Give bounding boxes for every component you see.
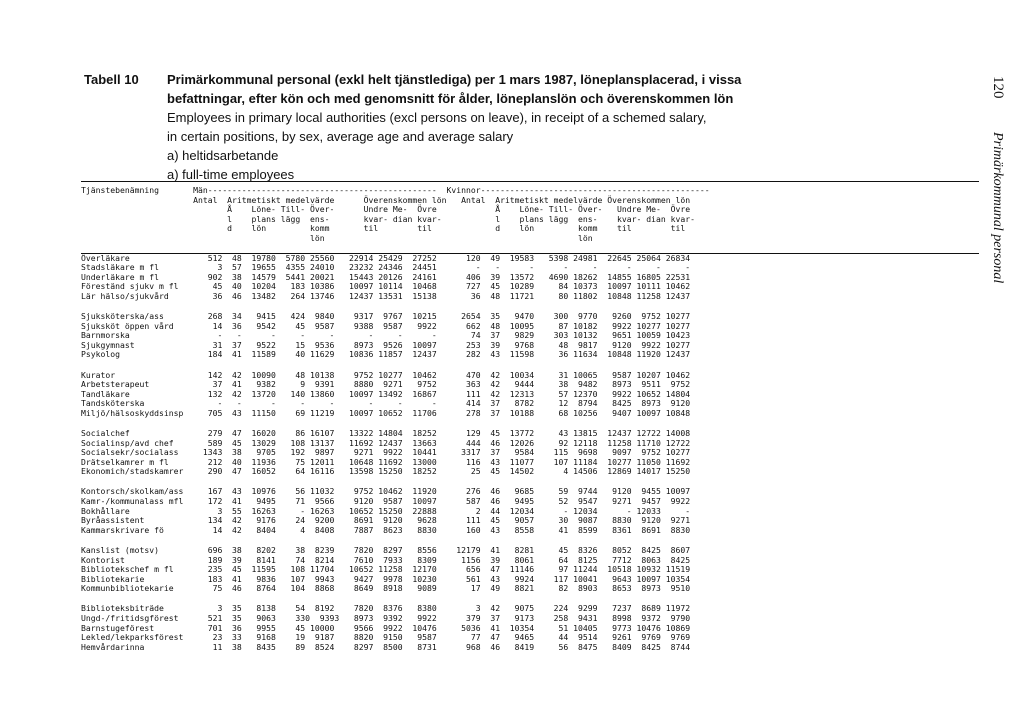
table-row: Kommunbibliotekarie 75 46 8764 104 8868 8649 8918 9089 17 49 8821 82 8903 8653 8973 9510: [81, 583, 691, 594]
table-row: Sjukgymnast 31 37 9522 15 9536 8973 9526 10097 253 39 9768 48 9817 9120 9922 10277: [81, 339, 691, 350]
table-row: Lär hälso/sjukvård 36 46 13482 264 13746 12437 13531 15138 36 48 11721 80 11802 10848 11258 12437: [81, 290, 691, 301]
table-row: Sjuksköterska/ass 268 34 9415 424 9840 9317 9767 10215 2654 35 9470 300 9770 9260 9752 10277: [81, 311, 691, 322]
subtitle-swedish: a) heltidsarbetande: [167, 148, 279, 163]
header-line: Tjänstebenämning Män----------------------------------------------- Kvinnor-----------------------------------------------: [81, 185, 710, 195]
table-row: Tandsköterska - - - - - - - - 414 37 8782 12 8794 8425 8973 9120: [81, 398, 691, 409]
table-row: Arbetsterapeut 37 41 9382 9 9391 8880 9271 9752 363 42 9444 38 9482 8973 9511 9752: [81, 379, 691, 390]
running-header: [989, 76, 1006, 283]
table-row: Bibliotekarie 183 41 9836 107 9943 9427 9978 10230 561 43 9924 117 10041 9643 10097 10354: [81, 573, 691, 584]
header-line: Antal Aritmetiskt medelvärde Överenskommen lön Antal Aritmetiskt medelvärde Överenskommen lön: [81, 194, 691, 205]
row-group: [81, 312, 981, 360]
header-line: Å Löne- Till- Över- Undre Me- Övre Å Löne- Till- Över- Undre Me- Övre: [81, 204, 691, 215]
subtitle-english: a) full-time employees: [167, 167, 295, 182]
table-number: Tabell 10: [84, 72, 139, 87]
table-row: Kanslist (motsv) 696 38 8202 38 8239 7820 8297 8556 12179 41 8281 45 8326 8052 8425 8607: [81, 544, 691, 555]
table-row: Sjuksköt öppen vård 14 36 9542 45 9587 9388 9587 9922 662 48 10095 87 10182 9922 10277 10277: [81, 320, 691, 331]
table-row: Socialchef 279 47 16020 86 16107 13322 14804 18252 129 45 13772 43 13815 12437 12722 14008: [81, 427, 691, 438]
table-row: Överläkare 512 48 19780 5780 25560 22914 25429 27252 120 49 19583 5398 24981 22645 25064 26834: [81, 252, 691, 263]
table-header: [81, 186, 981, 244]
table-row: Stadsläkare m fl 3 57 19655 4355 24010 23232 24346 24451 - - - - - - - -: [81, 262, 691, 273]
table-row: Kontorsch/skolkam/ass 167 43 10976 56 11032 9752 10462 11920 276 46 9685 59 9744 9120 9455 10097: [81, 486, 691, 497]
table-row: Psykolog 184 41 11589 40 11629 10836 11857 12437 282 43 11598 36 11634 10848 11920 12437: [81, 349, 691, 360]
title-swedish-line-2: befattningar, efter kön och med genomsnitt för ålder, löneplanslön och överenskommen lön: [167, 91, 734, 106]
salary-table: [81, 186, 981, 663]
table-row: Hemvårdarinna 11 38 8435 89 8524 8297 8500 8731 968 46 8419 56 8475 8409 8425 8744: [81, 641, 691, 652]
row-group: [81, 254, 981, 302]
table-row: Kontorist 189 39 8141 74 8214 7610 7933 8309 1156 39 8061 64 8125 7712 8063 8425: [81, 554, 691, 565]
title-swedish-line-1: Primärkommunal personal (exkl helt tjänstlediga) per 1 mars 1987, löneplansplacerad, i vissa: [167, 72, 742, 87]
table-row: Bokhållare 3 55 16263 - 16263 10652 15250 22888 2 44 12034 - 12034 - 12033 -: [81, 505, 691, 516]
table-row: Kurator 142 42 10090 48 10138 9752 10277 10462 470 42 10034 31 10065 9587 10207 10462: [81, 369, 691, 380]
title-english-line-2: in certain positions, by sex, average age and average salary: [167, 129, 514, 144]
table-row: Kammarskrivare fö 14 42 8404 4 8408 7887 8623 8830 160 43 8558 41 8599 8361 8691 8830: [81, 524, 691, 535]
table-row: Miljö/hälsoskyddsinsp 705 43 11150 69 11219 10097 10652 11706 278 37 10188 68 10256 9407 10097 10848: [81, 407, 691, 418]
table-row: Byråassistent 134 42 9176 24 9200 8691 9120 9628 111 45 9057 30 9087 8830 9120 9271: [81, 515, 691, 526]
table-row: Barnmorska - - - - - - - - 74 37 9829 303 10132 9651 10059 10423: [81, 330, 691, 341]
page-number: 120: [990, 76, 1006, 99]
table-row: Tandläkare 132 42 13720 140 13860 10097 13492 16867 111 42 12313 57 12370 9922 10652 14804: [81, 388, 691, 399]
header-line: lön lön: [81, 232, 593, 243]
table-row: Föreständ sjukv m fl 45 40 10204 183 10386 10097 10114 10468 727 45 10289 84 10373 10097 10111 10462: [81, 281, 691, 292]
table-row: Underläkare m fl 902 38 14579 5441 20021 15443 20126 24161 406 39 13572 4690 18262 14855 16805 22531: [81, 271, 691, 282]
top-rule: [81, 181, 979, 182]
table-row: Ekonomich/stadskamrer 290 47 16052 64 16116 13598 15250 18252 25 45 14502 4 14506 12869 14017 15250: [81, 466, 691, 477]
row-group: [81, 371, 981, 419]
table-row: Socialsekr/socialass 1343 38 9705 192 9897 9271 9922 10441 3317 37 9584 115 9698 9097 9752 10277: [81, 447, 691, 458]
row-group: [81, 487, 981, 535]
row-group: [81, 429, 981, 477]
table-row: Drätselkamrer m fl 212 40 11936 75 12011 10648 11692 13000 116 43 11077 107 11184 10277 11050 11692: [81, 456, 691, 467]
running-title: Primärkommunal personal: [990, 132, 1005, 284]
table-row: Lekled/lekparksförest 23 33 9168 19 9187 8820 9150 9587 77 47 9465 44 9514 9261 9769 9769: [81, 632, 691, 643]
table-row: Kamr-/kommunalass mfl 172 41 9495 71 9566 9120 9587 10097 587 46 9495 52 9547 9271 9457 9922: [81, 496, 691, 507]
table-row: Ungd-/fritidsgförest 521 35 9063 330 9393 8973 9392 9922 379 37 9173 258 9431 8998 9372 9790: [81, 612, 691, 623]
table-row: Biblioteksbiträde 3 35 8138 54 8192 7820 8376 8380 3 42 9075 224 9299 7237 8689 11972: [81, 603, 691, 614]
table-row: Socialinsp/avd chef 589 45 13029 108 13137 11692 12437 13663 444 46 12026 92 12118 11258 11710 12722: [81, 437, 691, 448]
header-line: d lön komm til til d lön komm til til: [81, 223, 686, 234]
row-group: [81, 604, 981, 652]
header-line: l plans lägg ens- kvar- dian kvar- l plans lägg ens- kvar- dian kvar-: [81, 213, 695, 224]
table-row: Barnstugeförest 701 36 9955 45 10000 9566 9922 10476 5036 41 10354 51 10405 9773 10476 10869: [81, 622, 691, 633]
row-group: [81, 546, 981, 594]
title-english-line-1: Employees in primary local authorities (excl persons on leave), in receipt of a schemed salary,: [167, 110, 707, 125]
table-row: Bibliotekschef m fl 235 45 11595 108 11704 10652 11258 12170 656 47 11146 97 11244 10518 10932 11519: [81, 564, 691, 575]
